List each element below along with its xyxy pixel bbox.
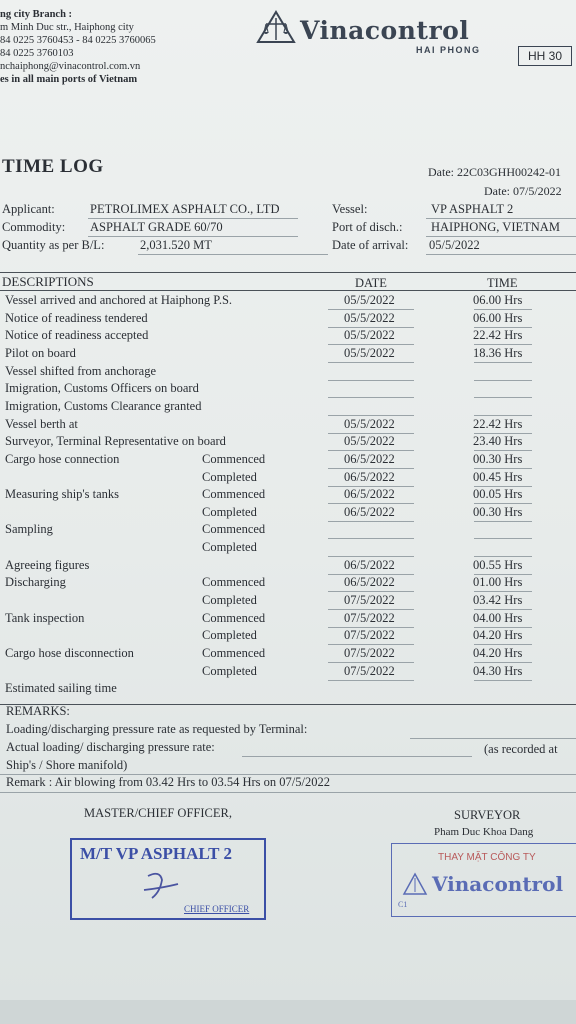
applicant-label: Applicant: bbox=[2, 202, 55, 216]
row-description: Pilot on board bbox=[5, 346, 76, 360]
row-status: Completed bbox=[202, 470, 257, 484]
row-status: Commenced bbox=[202, 646, 266, 660]
time-underline bbox=[474, 591, 532, 592]
row-time: 00.30 Hrs bbox=[473, 505, 523, 519]
row-description: Vessel shifted from anchorage bbox=[5, 364, 156, 378]
surveyor-label: SURVEYOR bbox=[454, 808, 521, 822]
date-underline bbox=[328, 415, 414, 416]
row-time: 00.45 Hrs bbox=[473, 470, 523, 484]
row-description: Measuring ship's tanks bbox=[5, 487, 120, 501]
header-descriptions: DESCRIPTIONS bbox=[2, 274, 94, 289]
row-date: 05/5/2022 bbox=[344, 293, 395, 307]
time-underline bbox=[474, 309, 532, 310]
form-number: HH 30 bbox=[518, 46, 572, 66]
header-time: TIME bbox=[487, 276, 518, 290]
page-title: TIME LOG bbox=[2, 156, 104, 177]
company-stamp-code: C1 bbox=[398, 900, 408, 909]
row-date: 05/5/2022 bbox=[344, 328, 395, 342]
time-underline bbox=[474, 344, 532, 345]
time-underline bbox=[474, 397, 532, 398]
remarks-line-1: Loading/discharging pressure rate as requested by Terminal: bbox=[6, 722, 308, 736]
branch-line: ng city Branch : bbox=[0, 9, 73, 20]
row-status: Completed bbox=[202, 593, 257, 607]
branch-line: 84 0225 3760453 - 84 0225 3760065 bbox=[0, 35, 156, 46]
row-time: 00.05 Hrs bbox=[473, 487, 523, 501]
row-description: Cargo hose disconnection bbox=[5, 646, 134, 660]
row-time: 23.40 Hrs bbox=[473, 434, 523, 448]
vessel-stamp bbox=[70, 838, 266, 920]
branch-line: nchaiphong@vinacontrol.com.vn bbox=[0, 61, 141, 72]
date-underline bbox=[328, 309, 414, 310]
date-underline bbox=[328, 362, 414, 363]
row-date: 07/5/2022 bbox=[344, 611, 395, 625]
desk-surface bbox=[0, 1000, 576, 1024]
row-date: 05/5/2022 bbox=[344, 311, 395, 325]
date-underline bbox=[328, 538, 414, 539]
remarks-line-4: Remark : Air blowing from 03.42 Hrs to 03.54 Hrs on 07/5/2022 bbox=[6, 775, 330, 789]
master-label: MASTER/CHIEF OFFICER, bbox=[84, 806, 232, 820]
date-underline bbox=[328, 344, 414, 345]
port-value: HAIPHONG, VIETNAM bbox=[431, 220, 560, 234]
company-stamp-title: THAY MẶT CÔNG TY bbox=[438, 852, 536, 863]
row-time: 00.30 Hrs bbox=[473, 452, 523, 466]
arrival-value: 05/5/2022 bbox=[429, 238, 480, 252]
date-underline bbox=[328, 450, 414, 451]
row-status: Commenced bbox=[202, 452, 266, 466]
date-underline bbox=[328, 662, 414, 663]
row-time: 00.55 Hrs bbox=[473, 558, 523, 572]
branch-line: es in all main ports of Vietnam bbox=[0, 74, 138, 85]
row-date: 05/5/2022 bbox=[344, 434, 395, 448]
date-underline bbox=[328, 380, 414, 381]
time-underline bbox=[474, 538, 532, 539]
row-description: Surveyor, Terminal Representative on board bbox=[5, 434, 226, 448]
time-underline bbox=[474, 609, 532, 610]
row-description: Notice of readiness tendered bbox=[5, 311, 148, 325]
signature-mark bbox=[134, 868, 194, 908]
row-date: 06/5/2022 bbox=[344, 452, 395, 466]
row-status: Completed bbox=[202, 664, 257, 678]
vinacontrol-logo bbox=[256, 10, 486, 56]
row-date: 06/5/2022 bbox=[344, 505, 395, 519]
row-status: Commenced bbox=[202, 522, 266, 536]
quantity-value: 2,031.520 MT bbox=[140, 238, 212, 252]
row-time: 22.42 Hrs bbox=[473, 328, 523, 342]
row-description: Vessel arrived and anchored at Haiphong P.S. bbox=[5, 293, 233, 307]
row-date: 07/5/2022 bbox=[344, 593, 395, 607]
commodity-label: Commodity: bbox=[2, 220, 66, 234]
company-stamp-logo: Vinacontrol bbox=[432, 872, 564, 896]
logo-wordmark: Vinacontrol bbox=[300, 16, 470, 45]
time-underline bbox=[474, 380, 532, 381]
document-number: Date: 22C03GHH00242-01 bbox=[428, 165, 561, 179]
time-underline bbox=[474, 415, 532, 416]
date-underline bbox=[328, 680, 414, 681]
row-status: Commenced bbox=[202, 487, 266, 501]
time-underline bbox=[474, 362, 532, 363]
row-date: 06/5/2022 bbox=[344, 487, 395, 501]
row-date: 05/5/2022 bbox=[344, 417, 395, 431]
row-description: Vessel berth at bbox=[5, 417, 78, 431]
row-time: 03.42 Hrs bbox=[473, 593, 523, 607]
date-underline bbox=[328, 397, 414, 398]
date-underline bbox=[328, 556, 414, 557]
row-date: 06/5/2022 bbox=[344, 575, 395, 589]
row-date: 05/5/2022 bbox=[344, 346, 395, 360]
date-underline bbox=[328, 609, 414, 610]
row-status: Commenced bbox=[202, 575, 266, 589]
row-time: 01.00 Hrs bbox=[473, 575, 523, 589]
row-status: Completed bbox=[202, 540, 257, 554]
document-date: Date: 07/5/2022 bbox=[484, 184, 562, 198]
vessel-stamp-role: CHIEF OFFICER bbox=[184, 904, 250, 914]
logo-subtitle: HAI PHONG bbox=[416, 45, 481, 55]
stamp-scale-icon bbox=[402, 872, 428, 896]
row-status: Completed bbox=[202, 505, 257, 519]
row-date: 07/5/2022 bbox=[344, 628, 395, 642]
row-status: Completed bbox=[202, 628, 257, 642]
row-time: 04.00 Hrs bbox=[473, 611, 523, 625]
row-time: 04.20 Hrs bbox=[473, 628, 523, 642]
time-underline bbox=[474, 450, 532, 451]
time-underline bbox=[474, 521, 532, 522]
row-description: Imigration, Customs Officers on board bbox=[5, 381, 199, 395]
row-time: 22.42 Hrs bbox=[473, 417, 523, 431]
branch-line: 84 0225 3760103 bbox=[0, 48, 74, 59]
remarks-line-2-note: (as recorded at bbox=[484, 742, 558, 756]
remarks-line-3: Ship's / Shore manifold) bbox=[6, 758, 128, 772]
time-underline bbox=[474, 680, 532, 681]
row-time: 04.30 Hrs bbox=[473, 664, 523, 678]
applicant-value: PETROLIMEX ASPHALT CO., LTD bbox=[90, 202, 280, 216]
date-underline bbox=[328, 591, 414, 592]
date-underline bbox=[328, 468, 414, 469]
row-time: 18.36 Hrs bbox=[473, 346, 523, 360]
arrival-label: Date of arrival: bbox=[332, 238, 409, 252]
row-time: 04.20 Hrs bbox=[473, 646, 523, 660]
row-time: 06.00 Hrs bbox=[473, 293, 523, 307]
row-description: Imigration, Customs Clearance granted bbox=[5, 399, 202, 413]
time-underline bbox=[474, 503, 532, 504]
row-description: Discharging bbox=[5, 575, 66, 589]
branch-line: m Minh Duc str., Haiphong city bbox=[0, 22, 134, 33]
remarks-line-2: Actual loading/ discharging pressure rate: bbox=[6, 740, 215, 754]
quantity-label: Quantity as per B/L: bbox=[2, 238, 105, 252]
vessel-value: VP ASPHALT 2 bbox=[431, 202, 514, 216]
time-underline bbox=[474, 644, 532, 645]
date-underline bbox=[328, 503, 414, 504]
row-description: Tank inspection bbox=[5, 611, 85, 625]
row-date: 06/5/2022 bbox=[344, 470, 395, 484]
port-label: Port of disch.: bbox=[332, 220, 403, 234]
company-stamp bbox=[391, 843, 576, 917]
time-underline bbox=[474, 556, 532, 557]
row-description: Notice of readiness accepted bbox=[5, 328, 149, 342]
time-underline bbox=[474, 662, 532, 663]
header-date: DATE bbox=[355, 276, 387, 290]
vessel-stamp-title: M/T VP ASPHALT 2 bbox=[80, 844, 232, 863]
date-underline bbox=[328, 644, 414, 645]
row-description: Agreeing figures bbox=[5, 558, 90, 572]
scale-icon bbox=[256, 10, 296, 44]
row-date: 07/5/2022 bbox=[344, 646, 395, 660]
time-underline bbox=[474, 468, 532, 469]
row-status: Commenced bbox=[202, 611, 266, 625]
vessel-label: Vessel: bbox=[332, 202, 368, 216]
row-description: Cargo hose connection bbox=[5, 452, 120, 466]
row-date: 07/5/2022 bbox=[344, 664, 395, 678]
surveyor-name: Pham Duc Khoa Dang bbox=[434, 826, 534, 838]
date-underline bbox=[328, 521, 414, 522]
row-time: 06.00 Hrs bbox=[473, 311, 523, 325]
commodity-value: ASPHALT GRADE 60/70 bbox=[90, 220, 223, 234]
row-date: 06/5/2022 bbox=[344, 558, 395, 572]
remarks-heading: REMARKS: bbox=[6, 704, 70, 718]
row-description: Estimated sailing time bbox=[5, 681, 117, 695]
row-description: Sampling bbox=[5, 522, 53, 536]
branch-address bbox=[0, 8, 156, 86]
